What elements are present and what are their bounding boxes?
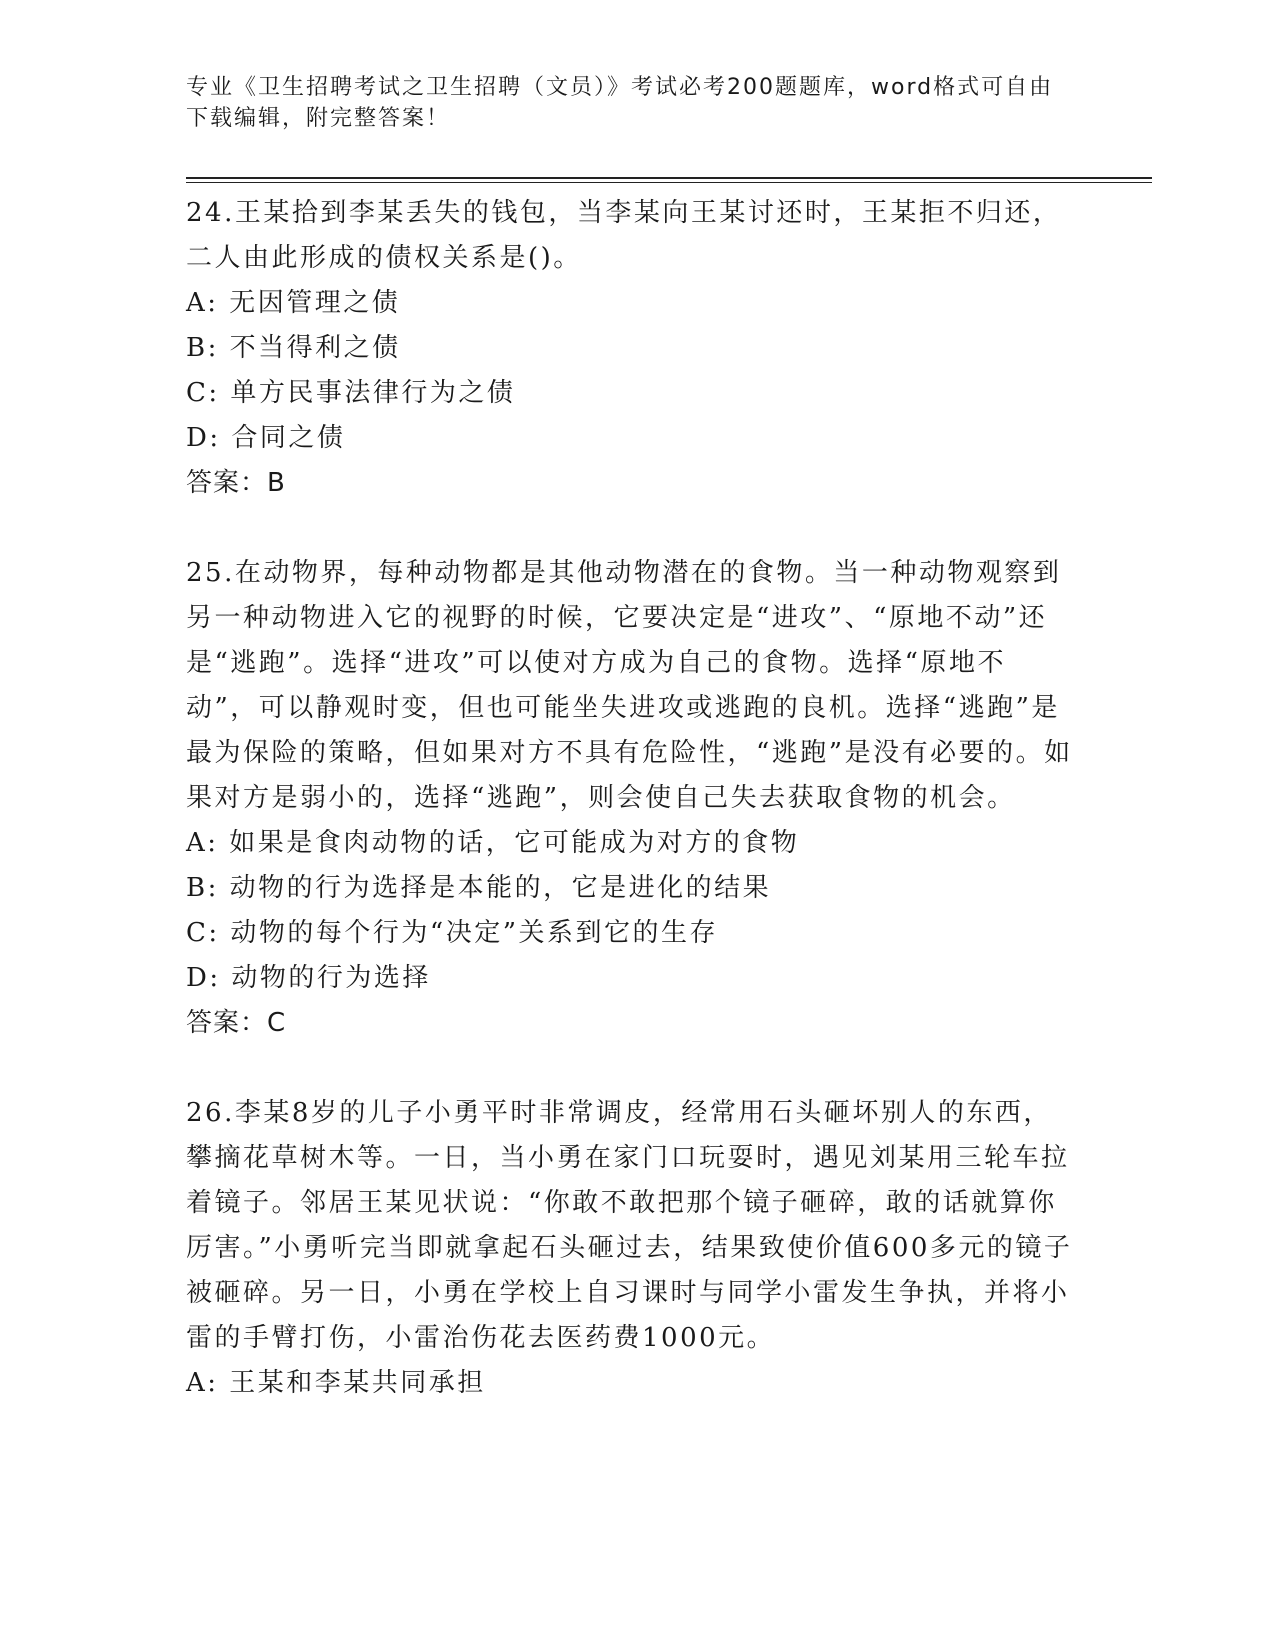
option-d: D: 动物的行为选择 — [186, 963, 431, 993]
question-list — [186, 191, 1076, 1451]
question-24 — [186, 191, 1076, 506]
header-rule-thick — [186, 177, 1152, 179]
question-26 — [186, 1091, 1076, 1406]
option-d: D: 合同之债 — [186, 423, 346, 453]
question-stem: 26.李某8岁的儿子小勇平时非常调皮，经常用石头砸坏别人的东西，攀摘花草树木等。一日，当小勇在家门口玩耍时，遇见刘某用三轮车拉着镜子。邻居王某见状说：“你敢不敢把那个镜子砸碎，敢的话就算你厉害。”小勇听完当即就拿起石头砸过去，结果致使价值600多元的镜子被砸碎。另一日，小勇在学校上自习课时与同学小雷发生争执，并将小雷的手臂打伤，小雷治伤花去医药费1000元。 — [186, 1098, 1073, 1353]
answer-label: 答案：C — [186, 1008, 287, 1038]
header-rule-thin — [186, 182, 1152, 183]
answer-label: 答案：B — [186, 468, 286, 498]
option-a: A: 无因管理之债 — [186, 288, 401, 318]
question-stem: 24.王某拾到李某丢失的钱包，当李某向王某讨还时，王某拒不归还，二人由此形成的债权关系是()。 — [186, 198, 1062, 273]
option-b: B: 动物的行为选择是本能的，它是进化的结果 — [186, 873, 772, 903]
option-a: A: 王某和李某共同承担 — [186, 1368, 486, 1398]
document-header: 专业《卫生招聘考试之卫生招聘（文员）》考试必考200题题库，word格式可自由下载编辑，附完整答案！ — [186, 75, 1054, 131]
option-c: C: 动物的每个行为“决定”关系到它的生存 — [186, 918, 719, 948]
option-a: A: 如果是食肉动物的话，它可能成为对方的食物 — [186, 828, 800, 858]
option-c: C: 单方民事法律行为之债 — [186, 378, 516, 408]
question-stem: 25.在动物界，每种动物都是其他动物潜在的食物。当一种动物观察到另一种动物进入它的视野的时候，它要决定是“进攻”、“原地不动”还是“逃跑”。选择“进攻”可以使对方成为自己的食物。选择“原地不动”，可以静观时变，但也可能坐失进攻或逃跑的良机。选择“逃跑”是最为保险的策略，但如果对方不具有危险性，“逃跑”是没有必要的。如果对方是弱小的，选择“逃跑”，则会使自己失去获取食物的机会。 — [186, 558, 1073, 813]
question-25 — [186, 551, 1076, 1046]
option-b: B: 不当得利之债 — [186, 333, 401, 363]
